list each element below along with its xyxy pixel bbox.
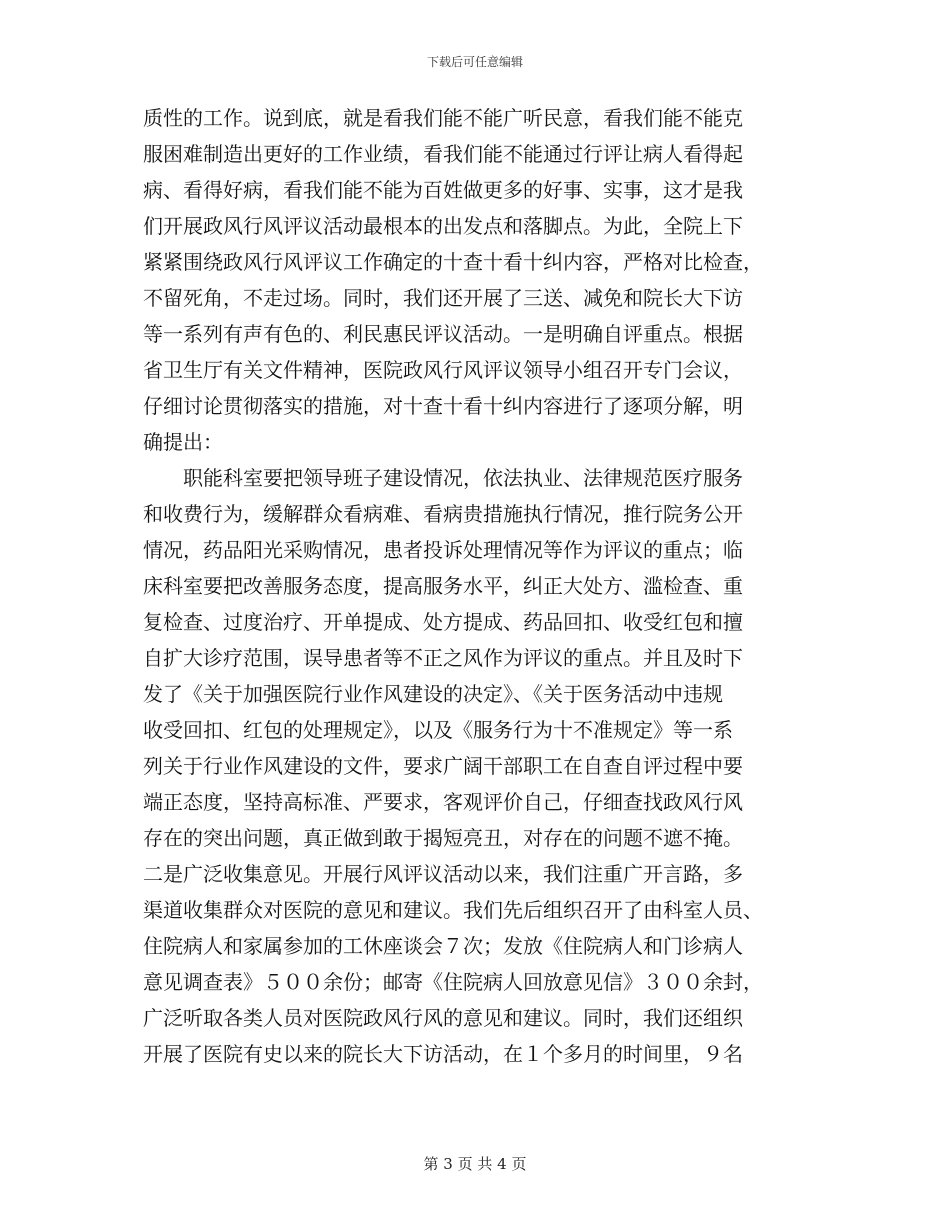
- text-line: 列关于行业作风建设的文件，要求广阔干部职工在自查自评过程中要: [143, 754, 743, 778]
- text-line: 存在的突出问题，真正做到敢于揭短亮丑，对存在的问题不遮不掩。: [143, 826, 743, 850]
- text-line: 复检查、过度治疗、开单提成、处方提成、药品回扣、收受红包和擅: [143, 610, 743, 634]
- paragraph-first-line: 职能科室要把领导班子建设情况，依法执业、法律规范医疗服务: [183, 466, 743, 490]
- text-line: 质性的工作。说到底，就是看我们能不能广听民意，看我们能不能克: [143, 106, 743, 130]
- text-line: 端正态度，坚持高标准、严要求，客观评价自己，仔细查找政风行风: [143, 790, 743, 814]
- text-line: 自扩大诊疗范围，误导患者等不正之风作为评议的重点。并且及时下: [143, 646, 743, 670]
- page-header-note: 下载后可任意编辑: [426, 55, 523, 69]
- text-line: 开展了医院有史以来的院长大下访活动，在１个多月的时间里，９名: [143, 1042, 743, 1066]
- text-line: 发了《关于加强医院行业作风建设的决定》、《关于医务活动中违规: [143, 682, 723, 706]
- text-line: 收受回扣、红包的处理规定》，以及《服务行为十不准规定》等一系: [143, 718, 733, 742]
- text-line: 紧紧围绕政风行风评议工作确定的十查十看十纠内容，严格对比检查，: [143, 250, 763, 274]
- text-line: 省卫生厅有关文件精神，医院政风行风评议领导小组召开专门会议，: [143, 358, 743, 382]
- text-line: 情况，药品阳光采购情况，患者投诉处理情况等作为评议的重点；临: [143, 538, 743, 562]
- text-line: 二是广泛收集意见。开展行风评议活动以来，我们注重广开言路，多: [143, 862, 743, 886]
- text-line: 确提出：: [143, 430, 223, 454]
- page-number-footer: 第 3 页 共 4 页: [423, 1155, 527, 1173]
- text-line: 意见调查表》５００余份；邮寄《住院病人回放意见信》３００余封，: [143, 970, 763, 994]
- text-line: 住院病人和家属参加的工休座谈会７次；发放《住院病人和门诊病人: [143, 934, 743, 958]
- text-line: 服困难制造出更好的工作业绩，看我们能不能通过行评让病人看得起: [143, 142, 743, 166]
- text-line: 床科室要把改善服务态度，提高服务水平，纠正大处方、滥检查、重: [143, 574, 743, 598]
- text-line: 广泛听取各类人员对医院政风行风的意见和建议。同时，我们还组织: [143, 1006, 743, 1030]
- text-line: 渠道收集群众对医院的意见和建议。我们先后组织召开了由科室人员、: [143, 898, 763, 922]
- document-body: [143, 100, 807, 1072]
- text-line: 仔细讨论贯彻落实的措施，对十查十看十纠内容进行了逐项分解，明: [143, 394, 743, 418]
- text-line: 等一系列有声有色的、利民惠民评议活动。一是明确自评重点。根据: [143, 322, 743, 346]
- text-line: 和收费行为，缓解群众看病难、看病贵措施执行情况，推行院务公开: [143, 502, 743, 526]
- text-line: 不留死角，不走过场。同时，我们还开展了三送、减免和院长大下访: [143, 286, 743, 310]
- text-line: 病、看得好病，看我们能不能为百姓做更多的好事、实事，这才是我: [143, 178, 743, 202]
- text-line: 们开展政风行风评议活动最根本的出发点和落脚点。为此，全院上下: [143, 214, 743, 238]
